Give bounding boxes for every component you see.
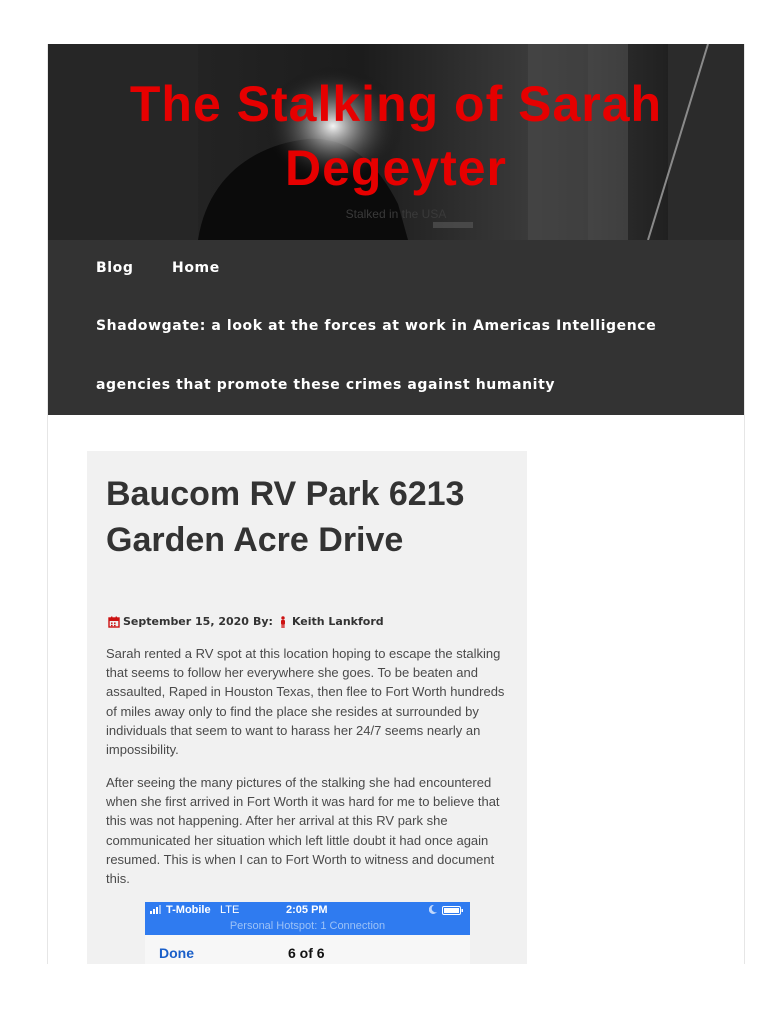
site-header [48, 44, 744, 240]
main-navigation [48, 240, 744, 415]
nav-item-shadowgate-continued[interactable]: agencies that promote these crimes against humanity [96, 377, 556, 393]
article-paragraph: After seeing the many pictures of the stalking she had encountered when she first arrived in Fort Worth it was hard for me to believe that this was not happening. After her arrival at this RV park she communicated her situation which left little doubt it had once again resumed. This is when I can to Fort Worth to witness and document this. [106, 775, 500, 887]
by-label: By: [252, 615, 273, 628]
article-card [87, 451, 527, 964]
site-description: Stalked in the USA [345, 207, 447, 221]
page-container [47, 44, 745, 964]
phone-carrier: T-Mobile [166, 904, 211, 916]
phone-network: LTE [220, 904, 240, 916]
article-image[interactable] [145, 902, 470, 964]
article-paragraph: Sarah rented a RV spot at this location hoping to escape the stalking that seems to follow her everywhere she goes. To be beaten and assaulted, Raped in Houston Texas, then flee to Fort Worth hundreds of miles away only to find the place she resides at surrounded by individuals that seem to want to harass her 24/7 seems nearly an impossibility. [106, 646, 505, 758]
signal-icon [150, 905, 162, 917]
person-icon [277, 616, 289, 628]
nav-item-home[interactable]: Home [172, 260, 220, 276]
battery-icon [442, 906, 464, 918]
phone-hotspot-banner: Personal Hotspot: 1 Connection [229, 920, 386, 932]
article-title[interactable]: Baucom RV Park 6213 Garden Acre Drive [106, 475, 465, 559]
phone-done-button: Done [159, 945, 194, 961]
site-title[interactable]: The Stalking of Sarah Degeyter [129, 76, 663, 196]
nav-item-shadowgate[interactable]: Shadowgate: a look at the forces at work in Americas Intelligence [96, 318, 657, 334]
article-author[interactable]: Keith Lankford [291, 615, 384, 628]
phone-status-bar [145, 902, 470, 935]
article-date[interactable]: September 15, 2020 [123, 615, 249, 628]
calendar-icon [108, 616, 120, 628]
moon-icon [429, 905, 437, 917]
phone-time: 2:05 PM [286, 904, 328, 916]
phone-photo-counter: 6 of 6 [288, 945, 325, 961]
nav-item-blog[interactable]: Blog [96, 260, 134, 276]
article-meta [108, 615, 384, 628]
